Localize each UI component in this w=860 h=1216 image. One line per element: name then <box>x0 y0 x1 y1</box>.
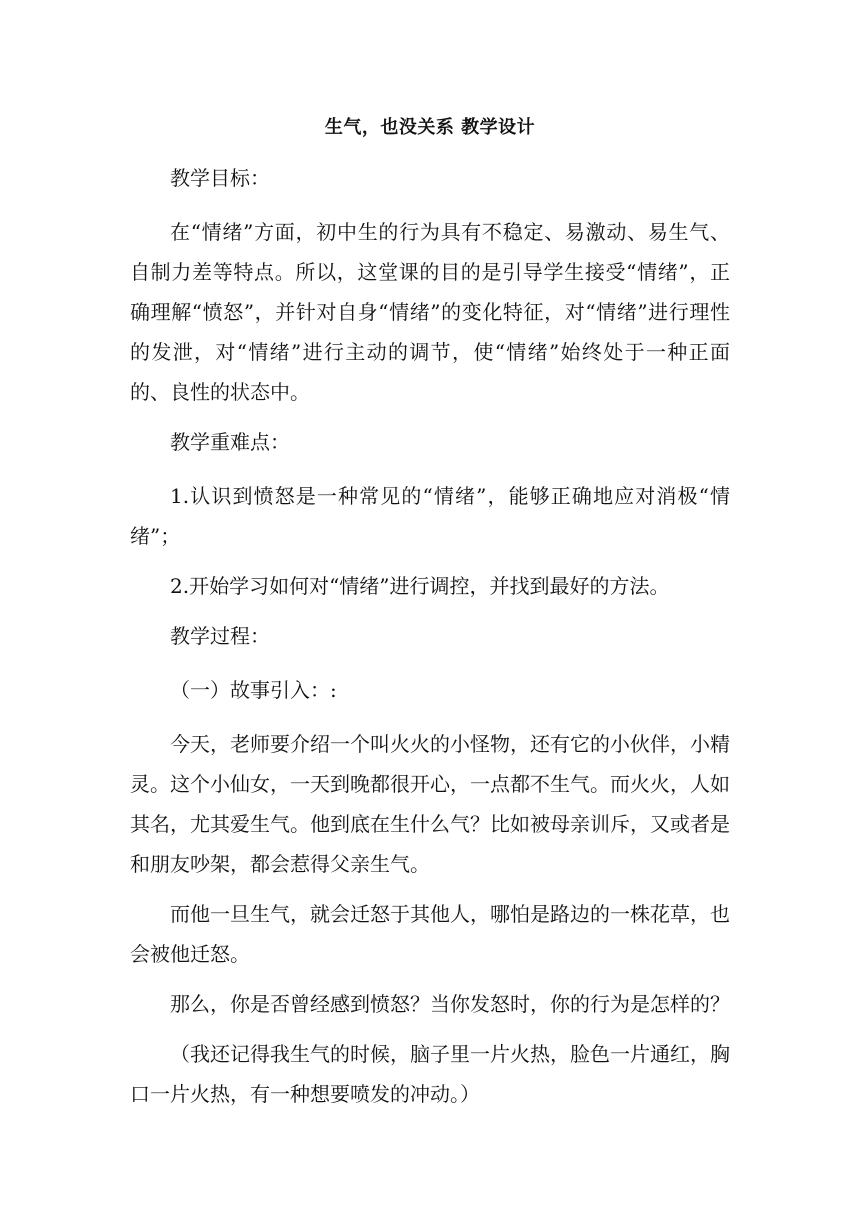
paragraph-objectives: 在“情绪”方面，初中生的行为具有不稳定、易激动、易生气、自制力差等特点。所以，这堂课的目的是引导学生接受“情绪”，正确理解“愤怒”，并针对自身“情绪”的变化特征，对“情绪”进行理性的发泄，对“情绪”进行主动的调节，使“情绪”始终处于一种正面的、良性的状态中。 <box>130 220 730 404</box>
document-body <box>130 158 730 1124</box>
paragraph-story-1: 今天，老师要介绍一个叫火火的小怪物，还有它的小伙伴，小精灵。这个小仙女，一天到晚都很开心，一点都不生气。而火火，人如其名，尤其爱生气。他到底在生什么气？比如被母亲训斥，又或者是和朋友吵架，都会惹得父亲生气。 <box>130 732 730 876</box>
paragraph-example-answer: （我还记得我生气的时候，脑子里一片火热，脸色一片通红，胸口一片火热，有一种想要喷发的冲动。） <box>130 1042 730 1106</box>
section-heading-key-points: 教学重难点： <box>170 430 290 454</box>
document-title: 生气，也没关系 教学设计 <box>324 117 536 138</box>
paragraph-question: 那么，你是否曾经感到愤怒？当你发怒时，你的行为是怎样的？ <box>170 992 730 1016</box>
section-heading-objectives: 教学目标： <box>170 166 270 190</box>
paragraph-story-2: 而他一旦生气，就会迁怒于其他人，哪怕是路边的一株花草，也会被他迁怒。 <box>130 902 730 966</box>
paragraph-key-point-1: 1.认识到愤怒是一种常见的“情绪”，能够正确地应对消极“情绪”； <box>130 484 730 548</box>
section-heading-process: 教学过程： <box>170 624 270 648</box>
paragraph-key-point-2: 2.开始学习如何对“情绪”进行调控，并找到最好的方法。 <box>170 574 670 598</box>
subsection-heading-story: （一）故事引入：: <box>170 678 337 702</box>
